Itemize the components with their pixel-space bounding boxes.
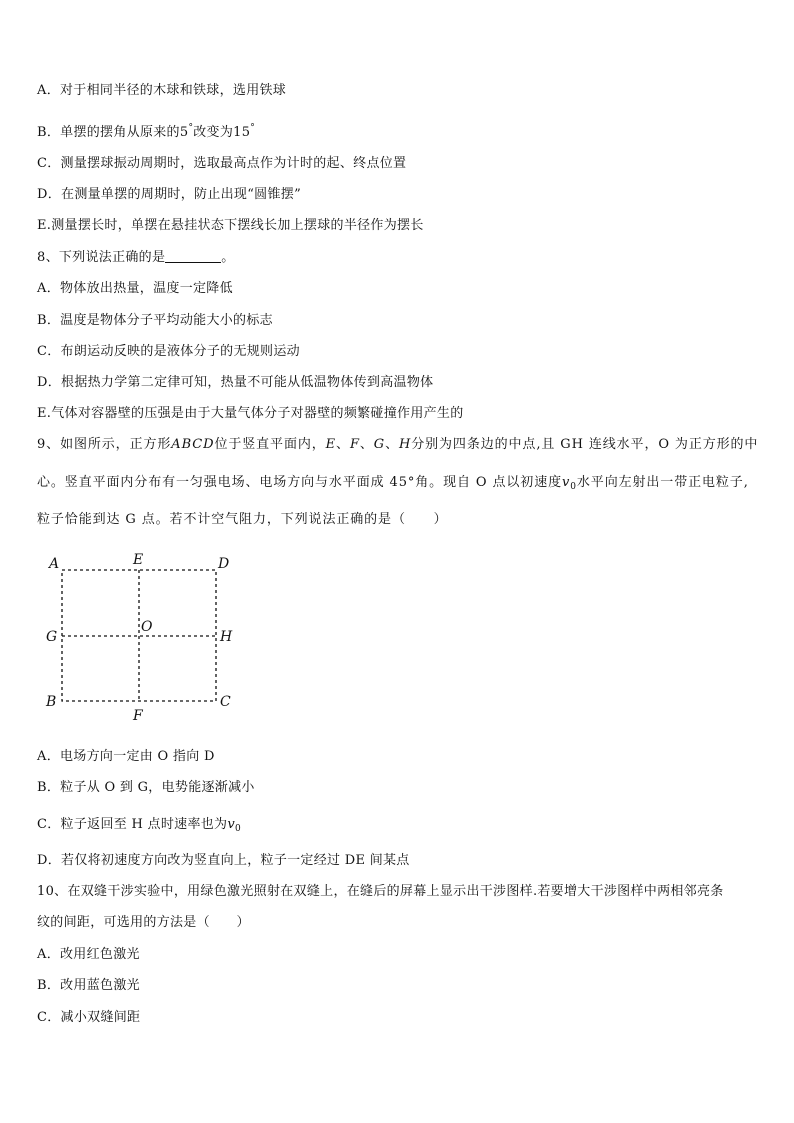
q8-option-e: E.气体对容器壁的压强是由于大量气体分子对器壁的频繁碰撞作用产生的 xyxy=(37,406,464,421)
q8-stem-text: 8、下列说法正确的是 xyxy=(37,250,166,265)
q7-option-c: C．测量摆球振动周期时，选取最高点作为计时的起、终点位置 xyxy=(37,156,407,171)
square-diagram xyxy=(40,550,240,730)
q9-sep: 、 xyxy=(359,437,374,452)
q9-text: 心。竖直平面内分布有一匀强电场、电场方向与水平面成 45°角。现自 O 点以初速度 xyxy=(37,475,562,490)
q7-option-b xyxy=(37,120,255,141)
q7-option-b-mid: 改变为15 xyxy=(193,125,251,140)
velocity-symbol: v xyxy=(227,817,236,832)
q9-velocity xyxy=(562,475,577,490)
velocity-subscript: 0 xyxy=(570,482,577,492)
degree-mark: ° xyxy=(188,123,194,133)
q9-square-label: ABCD xyxy=(171,437,215,452)
answer-blank xyxy=(165,250,221,263)
velocity-symbol: v xyxy=(562,475,571,490)
q10-option-c: C．减小双缝间距 xyxy=(37,1010,141,1025)
q9-point-e: E xyxy=(325,437,337,452)
q7-option-e: E.测量摆长时，单摆在悬挂状态下摆线长加上摆球的半径作为摆长 xyxy=(37,218,424,233)
q8-option-c: C．布朗运动反映的是液体分子的无规则运动 xyxy=(37,344,300,359)
q9-text: 位于竖直平面内， xyxy=(214,437,326,452)
q9-stem-line1 xyxy=(37,437,758,453)
q7-option-b-prefix: B．单摆的摆角从原来的5 xyxy=(37,125,189,140)
q8-stem xyxy=(37,250,235,266)
label-f: F xyxy=(133,708,143,724)
q10-option-b: B．改用蓝色激光 xyxy=(37,978,140,993)
q9-text: 分别为四条边的中点,且 GH 连线水平，O 为正方形的中 xyxy=(411,437,759,452)
q9-point-g: G xyxy=(373,437,386,452)
q9-option-c-text: C．粒子返回至 H 点时速率也为 xyxy=(37,817,228,832)
degree-mark: ° xyxy=(250,123,256,133)
q9-sep: 、 xyxy=(336,437,350,452)
q9-option-a: A．电场方向一定由 O 指向 D xyxy=(37,749,215,764)
q9-sep: 、 xyxy=(385,437,399,452)
q10-option-a: A．改用红色激光 xyxy=(37,947,140,962)
q8-option-d: D．根据热力学第二定律可知，热量不可能从低温物体传到高温物体 xyxy=(37,375,434,390)
label-b: B xyxy=(46,694,57,710)
q9-option-c-velocity xyxy=(227,817,241,832)
label-g: G xyxy=(46,629,58,645)
q7-option-a: A．对于相同半径的木球和铁球，选用铁球 xyxy=(37,83,287,98)
label-o: O xyxy=(141,619,153,635)
q10-stem-line1: 10、在双缝干涉实验中，用绿色激光照射在双缝上，在缝后的屏幕上显示出干涉图样.若要增大干涉图样中两相邻亮条 xyxy=(37,884,724,899)
q9-stem-line3: 粒子恰能到达 G 点。若不计空气阻力，下列说法正确的是（ ） xyxy=(37,512,448,527)
label-h: H xyxy=(220,629,233,645)
q9-point-h: H xyxy=(398,437,412,452)
q8-option-b: B．温度是物体分子平均动能大小的标志 xyxy=(37,313,273,328)
q9-option-d: D．若仅将初速度方向改为竖直向上，粒子一定经过 DE 间某点 xyxy=(37,853,410,868)
q9-text: 9、如图所示，正方形 xyxy=(37,437,172,452)
velocity-subscript: 0 xyxy=(235,824,242,834)
q9-stem-line2 xyxy=(37,475,749,495)
label-d: D xyxy=(218,556,230,572)
q10-stem-line2: 纹的间距，可选用的方法是（ ） xyxy=(37,915,250,930)
label-a: A xyxy=(49,556,60,572)
q9-option-c xyxy=(37,817,241,837)
q8-stem-end: 。 xyxy=(221,250,235,265)
label-c: C xyxy=(220,694,231,710)
q9-point-f: F xyxy=(349,437,360,452)
q9-option-b: B．粒子从 O 到 G，电势能逐渐减小 xyxy=(37,780,255,795)
q7-option-d: D．在测量单摆的周期时，防止出现“圆锥摆” xyxy=(37,187,302,202)
q8-option-a: A．物体放出热量，温度一定降低 xyxy=(37,281,233,296)
label-e: E xyxy=(133,552,144,568)
q9-text: 水平向左射出一带正电粒子, xyxy=(576,475,749,490)
